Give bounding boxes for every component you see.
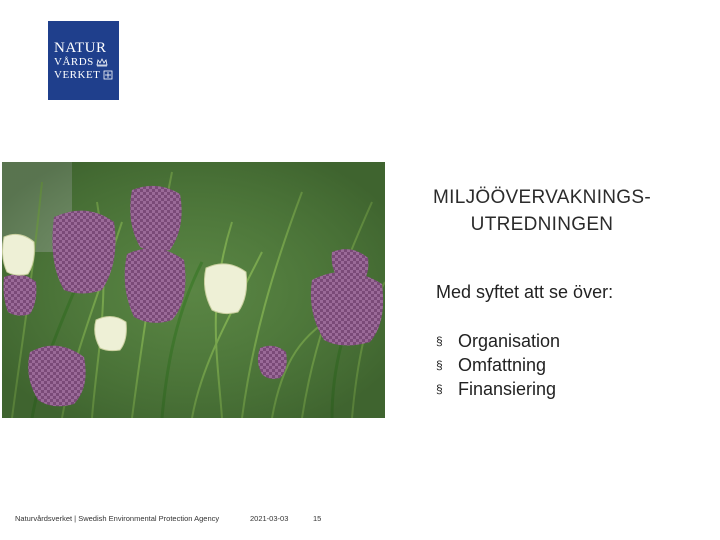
bullet-text: Organisation — [458, 331, 561, 351]
square-bullet-icon: § — [436, 334, 443, 348]
slide-title-line-1: MILJÖÖVERVAKNINGS- — [433, 187, 651, 208]
square-bullet-icon: § — [436, 358, 443, 372]
footer-date: 2021-03-03 — [250, 514, 289, 523]
footer-organization: Naturvårdsverket | Swedish Environmental Protection Agency — [15, 514, 220, 523]
logo-line-3: VERKET — [54, 68, 101, 81]
slide-subtitle: Med syftet att se över: — [436, 282, 614, 302]
logo-line-1: NATUR — [54, 39, 107, 56]
footer-page-number: 15 — [313, 514, 322, 523]
slide-title-line-2: UTREDNINGEN — [470, 214, 614, 235]
crown-icon — [96, 57, 108, 67]
logo-line-2: VÅRDS — [54, 55, 94, 68]
square-bullet-icon: § — [436, 382, 443, 396]
naturvardsverket-logo — [48, 21, 119, 100]
bullet-item — [436, 377, 560, 401]
fritillary-flowers-photo — [2, 162, 385, 418]
bullet-text: Finansiering — [458, 379, 557, 399]
bullet-list — [436, 329, 560, 401]
slide-footer — [15, 514, 321, 523]
bullet-text: Omfattning — [458, 355, 547, 375]
slide-title — [392, 184, 692, 238]
emblem-icon — [102, 70, 114, 80]
bullet-item — [436, 329, 560, 353]
bullet-item — [436, 353, 560, 377]
